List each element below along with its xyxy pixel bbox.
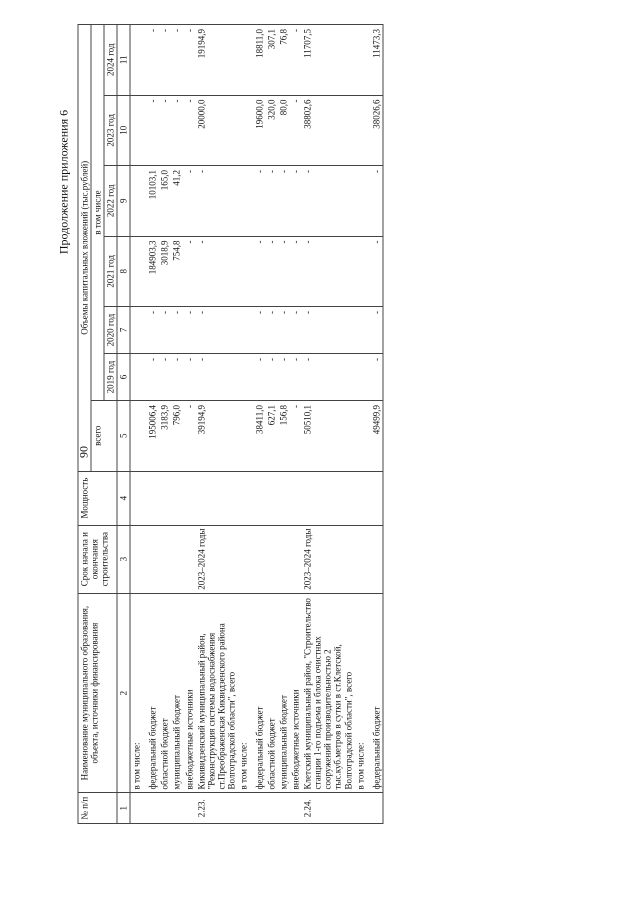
header-year: 2021 год bbox=[104, 236, 117, 307]
row-value: - bbox=[266, 166, 278, 237]
row-value bbox=[237, 95, 253, 166]
row-name: областной бюджет bbox=[266, 593, 278, 793]
table-row bbox=[290, 25, 302, 824]
row-number bbox=[370, 793, 383, 824]
row-value: - bbox=[278, 307, 290, 354]
header-year: 2022 год bbox=[104, 166, 117, 237]
row-value: - bbox=[195, 354, 237, 401]
row-value: - bbox=[302, 236, 354, 307]
row-value: 38802,6 bbox=[302, 95, 354, 166]
row-value: - bbox=[183, 166, 195, 237]
row-value bbox=[354, 25, 370, 96]
row-number: 2.24. bbox=[302, 793, 354, 824]
row-value: - bbox=[183, 25, 195, 96]
row-value bbox=[237, 354, 253, 401]
col-number: 9 bbox=[117, 166, 130, 237]
row-term bbox=[354, 525, 370, 593]
row-value bbox=[237, 307, 253, 354]
col-number: 3 bbox=[117, 525, 130, 593]
row-value: - bbox=[370, 236, 383, 307]
row-name: федеральный бюджет bbox=[370, 593, 383, 793]
row-power bbox=[290, 471, 302, 525]
header-term: Срок начала и окончания строительства bbox=[78, 525, 117, 593]
col-number: 1 bbox=[117, 793, 130, 824]
row-value: - bbox=[183, 95, 195, 166]
table-row bbox=[195, 25, 237, 824]
row-value: - bbox=[159, 354, 171, 401]
row-number bbox=[171, 793, 183, 824]
page-number: 90 bbox=[76, 446, 91, 458]
continuation-heading: Продолжение приложения 6 bbox=[56, 109, 71, 255]
row-value: 76,8 bbox=[278, 25, 290, 96]
col-number: 8 bbox=[117, 236, 130, 307]
row-name: федеральный бюджет bbox=[253, 593, 265, 793]
row-value bbox=[130, 401, 147, 472]
row-value: 627,1 bbox=[266, 401, 278, 472]
col-number: 2 bbox=[117, 593, 130, 793]
row-name: областной бюджет bbox=[159, 593, 171, 793]
row-number bbox=[266, 793, 278, 824]
row-value bbox=[237, 25, 253, 96]
row-value: 10103,1 bbox=[147, 166, 159, 237]
row-number bbox=[290, 793, 302, 824]
row-name: муниципальный бюджет bbox=[278, 593, 290, 793]
row-value: 41,2 bbox=[171, 166, 183, 237]
row-name: муниципальный бюджет bbox=[171, 593, 183, 793]
table-row bbox=[266, 25, 278, 824]
table-row bbox=[147, 25, 159, 824]
row-term bbox=[159, 525, 171, 593]
row-value: 39194,9 bbox=[195, 401, 237, 472]
row-power bbox=[266, 471, 278, 525]
col-number: 4 bbox=[117, 471, 130, 525]
table-row bbox=[171, 25, 183, 824]
row-term bbox=[278, 525, 290, 593]
header-n: № п/п bbox=[78, 793, 117, 824]
row-value bbox=[354, 166, 370, 237]
row-value: - bbox=[147, 25, 159, 96]
row-value bbox=[130, 354, 147, 401]
row-value: - bbox=[278, 236, 290, 307]
row-value: - bbox=[195, 236, 237, 307]
row-value: - bbox=[159, 25, 171, 96]
row-power bbox=[171, 471, 183, 525]
table-row bbox=[183, 25, 195, 824]
row-value bbox=[354, 401, 370, 472]
row-value: - bbox=[159, 307, 171, 354]
row-value: 20000,0 bbox=[195, 95, 237, 166]
row-value: - bbox=[302, 166, 354, 237]
row-name: Клетский муниципальный район, "Строительство станции 1-го подъема и блока очистных сооружений производительностью 2 тыс.куб.метров в сутки в ст.Клетской, Волгоградской области", всего bbox=[302, 593, 354, 793]
row-value: - bbox=[370, 354, 383, 401]
row-value: - bbox=[147, 354, 159, 401]
row-value bbox=[130, 236, 147, 307]
row-value: - bbox=[290, 25, 302, 96]
row-value: 50510,1 bbox=[302, 401, 354, 472]
row-value: - bbox=[253, 236, 265, 307]
row-value: - bbox=[290, 307, 302, 354]
row-value bbox=[354, 354, 370, 401]
row-value: - bbox=[266, 307, 278, 354]
row-number: 2.23. bbox=[195, 793, 237, 824]
investment-table-container bbox=[78, 24, 583, 824]
table-row bbox=[237, 25, 253, 824]
row-term bbox=[253, 525, 265, 593]
row-value bbox=[237, 236, 253, 307]
header-year: 2019 год bbox=[104, 354, 117, 401]
row-value: 156,8 bbox=[278, 401, 290, 472]
row-value: - bbox=[147, 95, 159, 166]
row-value: - bbox=[183, 354, 195, 401]
row-number bbox=[183, 793, 195, 824]
row-value bbox=[130, 25, 147, 96]
row-term: 2023–2024 годы bbox=[195, 525, 237, 593]
row-value bbox=[130, 166, 147, 237]
row-value: - bbox=[171, 95, 183, 166]
table-row bbox=[253, 25, 265, 824]
row-term bbox=[171, 525, 183, 593]
table-row bbox=[159, 25, 171, 824]
col-number: 10 bbox=[117, 95, 130, 166]
row-value: 184903,3 bbox=[147, 236, 159, 307]
row-power bbox=[370, 471, 383, 525]
row-value: 49499,9 bbox=[370, 401, 383, 472]
row-value: 165,0 bbox=[159, 166, 171, 237]
row-power bbox=[147, 471, 159, 525]
row-term bbox=[237, 525, 253, 593]
row-value: - bbox=[290, 401, 302, 472]
row-value: - bbox=[290, 95, 302, 166]
row-value bbox=[130, 307, 147, 354]
table-body bbox=[130, 25, 382, 824]
row-power bbox=[130, 471, 147, 525]
row-value: 3018,9 bbox=[159, 236, 171, 307]
row-power bbox=[237, 471, 253, 525]
row-value: 11707,5 bbox=[302, 25, 354, 96]
row-value: - bbox=[370, 166, 383, 237]
row-value: - bbox=[290, 354, 302, 401]
row-value: - bbox=[147, 307, 159, 354]
row-term bbox=[266, 525, 278, 593]
col-number: 11 bbox=[117, 25, 130, 96]
row-value: 38411,0 bbox=[253, 401, 265, 472]
row-value: - bbox=[183, 236, 195, 307]
row-value: - bbox=[266, 236, 278, 307]
row-value: 80,0 bbox=[278, 95, 290, 166]
row-value: 796,0 bbox=[171, 401, 183, 472]
header-year: 2020 год bbox=[104, 307, 117, 354]
row-number bbox=[278, 793, 290, 824]
row-term bbox=[290, 525, 302, 593]
row-value: - bbox=[253, 354, 265, 401]
row-value: 19600,0 bbox=[253, 95, 265, 166]
row-value: 320,0 bbox=[266, 95, 278, 166]
row-value bbox=[354, 95, 370, 166]
header-incl: в том числе bbox=[91, 25, 104, 401]
row-name: внебюджетные источники bbox=[290, 593, 302, 793]
table-row bbox=[354, 25, 370, 824]
row-term bbox=[370, 525, 383, 593]
row-value: - bbox=[302, 307, 354, 354]
row-value: - bbox=[195, 166, 237, 237]
row-power bbox=[183, 471, 195, 525]
row-value: 18811,0 bbox=[253, 25, 265, 96]
row-number bbox=[354, 793, 370, 824]
table-row bbox=[302, 25, 354, 824]
row-number bbox=[237, 793, 253, 824]
row-name: в том числе: bbox=[237, 593, 253, 793]
row-value: 754,8 bbox=[171, 236, 183, 307]
header-year: 2023 год bbox=[104, 95, 117, 166]
row-number bbox=[253, 793, 265, 824]
row-value: - bbox=[290, 236, 302, 307]
row-value: - bbox=[278, 354, 290, 401]
row-value: - bbox=[253, 166, 265, 237]
row-power bbox=[195, 471, 237, 525]
row-value bbox=[130, 95, 147, 166]
row-term: 2023–2024 годы bbox=[302, 525, 354, 593]
row-value bbox=[237, 166, 253, 237]
row-power bbox=[354, 471, 370, 525]
header-year: 2024 год bbox=[104, 25, 117, 96]
row-value: - bbox=[159, 95, 171, 166]
header-total: всего bbox=[91, 401, 117, 472]
col-number: 7 bbox=[117, 307, 130, 354]
table-row bbox=[370, 25, 383, 824]
header-name: Наименование муниципального образования, объекта, источники финансирования bbox=[78, 593, 117, 793]
row-value: - bbox=[290, 166, 302, 237]
row-name: федеральный бюджет bbox=[147, 593, 159, 793]
row-power bbox=[159, 471, 171, 525]
row-name: Кикивидзенский муниципальный район, "Реконструкция системы водоснабжения ст.Преображенская Киквидзенского района Волгоградской области", всего bbox=[195, 593, 237, 793]
row-value: - bbox=[183, 307, 195, 354]
row-value: 3183,9 bbox=[159, 401, 171, 472]
table-row bbox=[130, 25, 147, 824]
row-value: - bbox=[302, 354, 354, 401]
row-value: 307,1 bbox=[266, 25, 278, 96]
row-value: - bbox=[171, 25, 183, 96]
row-value: - bbox=[278, 166, 290, 237]
row-value: - bbox=[183, 401, 195, 472]
row-value: - bbox=[195, 307, 237, 354]
row-name: в том числе: bbox=[130, 593, 147, 793]
row-name: внебюджетные источники bbox=[183, 593, 195, 793]
row-power bbox=[253, 471, 265, 525]
row-power bbox=[302, 471, 354, 525]
header-volume: Объемы капитальных вложений (тыс.рублей) bbox=[78, 25, 91, 472]
row-value: - bbox=[171, 354, 183, 401]
row-value bbox=[354, 236, 370, 307]
row-value bbox=[354, 307, 370, 354]
col-number: 6 bbox=[117, 354, 130, 401]
row-value: 11473,3 bbox=[370, 25, 383, 96]
row-number bbox=[159, 793, 171, 824]
table-row bbox=[278, 25, 290, 824]
row-value: 19194,9 bbox=[195, 25, 237, 96]
row-value: - bbox=[171, 307, 183, 354]
row-term bbox=[183, 525, 195, 593]
row-value: - bbox=[266, 354, 278, 401]
row-power bbox=[278, 471, 290, 525]
row-value: 38026,6 bbox=[370, 95, 383, 166]
row-number bbox=[147, 793, 159, 824]
investment-table bbox=[78, 24, 384, 824]
row-value: 195006,4 bbox=[147, 401, 159, 472]
col-number: 5 bbox=[117, 401, 130, 472]
row-value: - bbox=[253, 307, 265, 354]
row-term bbox=[130, 525, 147, 593]
row-value bbox=[237, 401, 253, 472]
row-number bbox=[130, 793, 147, 824]
row-term bbox=[147, 525, 159, 593]
row-value: - bbox=[370, 307, 383, 354]
row-name: в том числе: bbox=[354, 593, 370, 793]
header-power: Мощность bbox=[78, 471, 117, 525]
